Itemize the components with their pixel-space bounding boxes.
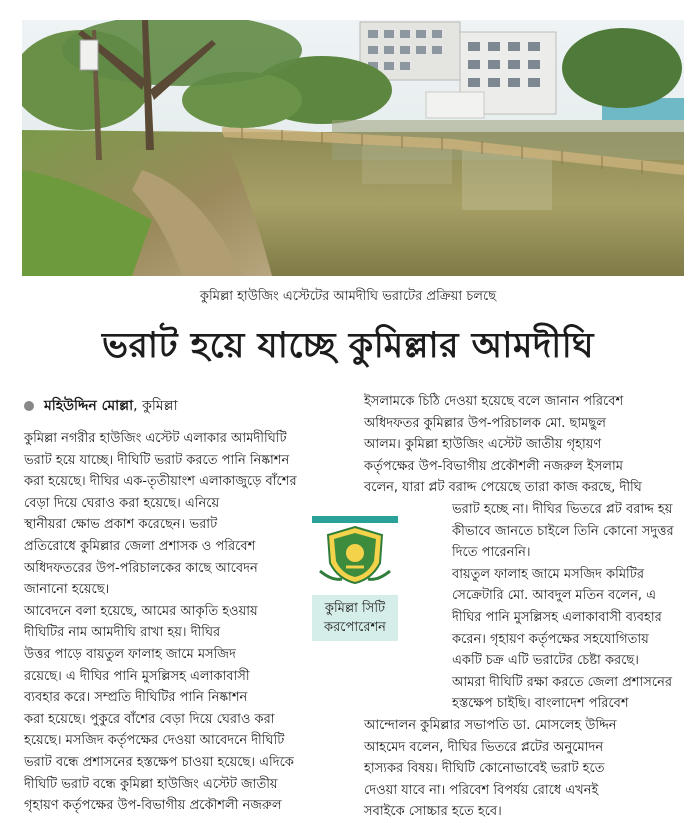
article-line: দিতে পারেননি। — [452, 545, 531, 561]
article-line: করেন। গৃহায়ণ কর্তৃপক্ষের সহযোগিতায় — [452, 631, 649, 647]
article-line: কর্তৃপক্ষের উপ-বিভাগীয় প্রকৌশলী নজরুল ইসলাম — [364, 458, 623, 474]
author-name: মহিউদ্দিন মোল্লা — [44, 398, 134, 414]
byline-location: , কুমিল্লা — [133, 398, 178, 414]
article-line: আহমেদ বলেন, দীঘির ভিতরে প্লটের অনুমোদন — [364, 739, 604, 755]
article-line: করা হয়েছে। পুকুরে বাঁশের বেড়া দিয়ে ঘেরাও করা — [24, 711, 275, 727]
pond-photo-icon — [22, 20, 684, 276]
article-line: রয়েছে। এ দীঘির পানি মুসল্লিসহ এলাকাবাসী — [24, 668, 250, 684]
article-line: বায়তুল ফালাহ জামে মসজিদ কমিটির — [452, 566, 645, 582]
article-line: দেওয়া যাবে না। পরিবেশ বিপর্যয় রোধে এখনই — [364, 782, 599, 798]
article-line: সেক্রেটারি মো. আবদুল মতিন বলেন, এ — [452, 588, 657, 604]
page-title: ভরাট হয়ে যাচ্ছে কুমিল্লার আমদীঘি — [102, 326, 594, 366]
article-line: অধিদফতরের উপ-পরিচালকের কাছে আবেদন — [24, 560, 258, 576]
logo-label-line: কুমিল্লা সিটি — [324, 601, 386, 616]
article-line: আলম। কুমিল্লা হাউজিং এস্টেট জাতীয় গৃহায়ণ — [364, 437, 602, 453]
article-line: দীঘিটির নাম আমদীঘি রাখা হয়। দীঘির — [24, 625, 221, 641]
article-line: বলেন, যারা প্লট বরাদ্দ পেয়েছে তারা কাজ করছে, দীঘি — [364, 480, 642, 496]
article-line: আন্দোলন কুমিল্লার সভাপতি ডা. মোসলেহ উদ্দিন — [364, 717, 617, 733]
article-line: বেড়া দিয়ে ঘেরাও করা হয়েছে। এনিয়ে — [24, 495, 220, 511]
article-line: দীঘির পানি মুসল্লিসহ এলাকাবাসী ব্যবহার — [452, 609, 662, 625]
article-line: ব্যবহার করে। সম্প্রতি দীঘিটির পানি নিষ্কাশন — [24, 690, 248, 706]
photo-caption: কুমিল্লা হাউজিং এস্টেটের আমদীঘি ভরাটের প্রক্রিয়া চলছে — [199, 289, 497, 304]
article-line: ইসলামকে চিঠি দেওয়া হয়েছে বলে জানান পরিবেশ — [364, 394, 624, 409]
article-line: আমরা দীঘিটি রক্ষা করতে জেলা প্রশাসনের — [452, 674, 672, 690]
logo-label-line: করপোরেশন — [324, 620, 386, 635]
article-line: করা হয়েছে। দীঘির এক-তৃতীয়াংশ এলাকাজুড়ে বাঁশের — [24, 474, 297, 490]
article-line: অধিদফতর কুমিল্লার উপ-পরিচালক মো. ছামছুল — [364, 415, 606, 431]
article-line: হাস্যকর বিষয়। দীঘিটি কোনোভাবেই ভরাট হতে — [364, 761, 605, 777]
article-line: সবাইকে সোচ্চার হতে হবে। — [364, 804, 502, 820]
article-line: ভরাট হয়ে যাচ্ছে। দীঘিটি ভরাট করতে পানি নিষ্কাশন — [24, 452, 290, 468]
article-column-1 — [24, 428, 354, 817]
article-line: স্থানীয়রা ক্ষোভ প্রকাশ করেছেন। ভরাট — [24, 517, 218, 533]
article-line: জানানো হয়েছে। — [24, 582, 110, 598]
article-line: কুমিল্লা নগরীর হাউজিং এস্টেট এলাকার আমদীঘিটি — [24, 431, 287, 446]
article-column-2 — [364, 391, 684, 823]
article-line: দীঘিটি ভরাট বন্ধে কুমিল্লা হাউজিং এস্টেট জাতীয় — [24, 776, 278, 792]
article-line: হয়েছে। মসজিদ কর্তৃপক্ষের দেওয়া আবেদনে দীঘিটি — [24, 733, 285, 749]
article-line: ভরাট বন্ধে প্রশাসনের হস্তক্ষেপ চাওয়া হয়েছে। এদিকে — [24, 754, 294, 770]
article-line: গৃহায়ণ কর্তৃপক্ষের উপ-বিভাগীয় প্রকৌশলী নজরুল — [24, 798, 282, 814]
article-line: আবেদনে বলা হয়েছে, আমের আকৃতি হওয়ায় — [24, 603, 258, 619]
article-line: একটি চক্র এটি ভরাটের চেষ্টা করছে। — [452, 653, 639, 669]
article-line: ভরাট হচ্ছে না। দীঘির ভিতরে প্লট বরাদ্দ হয় — [452, 501, 673, 517]
article-line: হস্তক্ষেপ চাইছি। বাংলাদেশ পরিবেশ — [452, 696, 629, 712]
bullet-icon — [24, 401, 34, 411]
byline — [24, 394, 178, 418]
article-line: প্রতিরোধে কুমিল্লার জেলা প্রশাসক ও পরিবেশ — [24, 538, 256, 554]
pond-photo — [22, 20, 684, 276]
article-line: কীভাবে জানতে চাইলে তিনি কোনো সদুত্তর — [452, 523, 674, 539]
article-line: উত্তর পাড়ে বায়তুল ফালাহ জামে মসজিদ — [24, 646, 236, 662]
